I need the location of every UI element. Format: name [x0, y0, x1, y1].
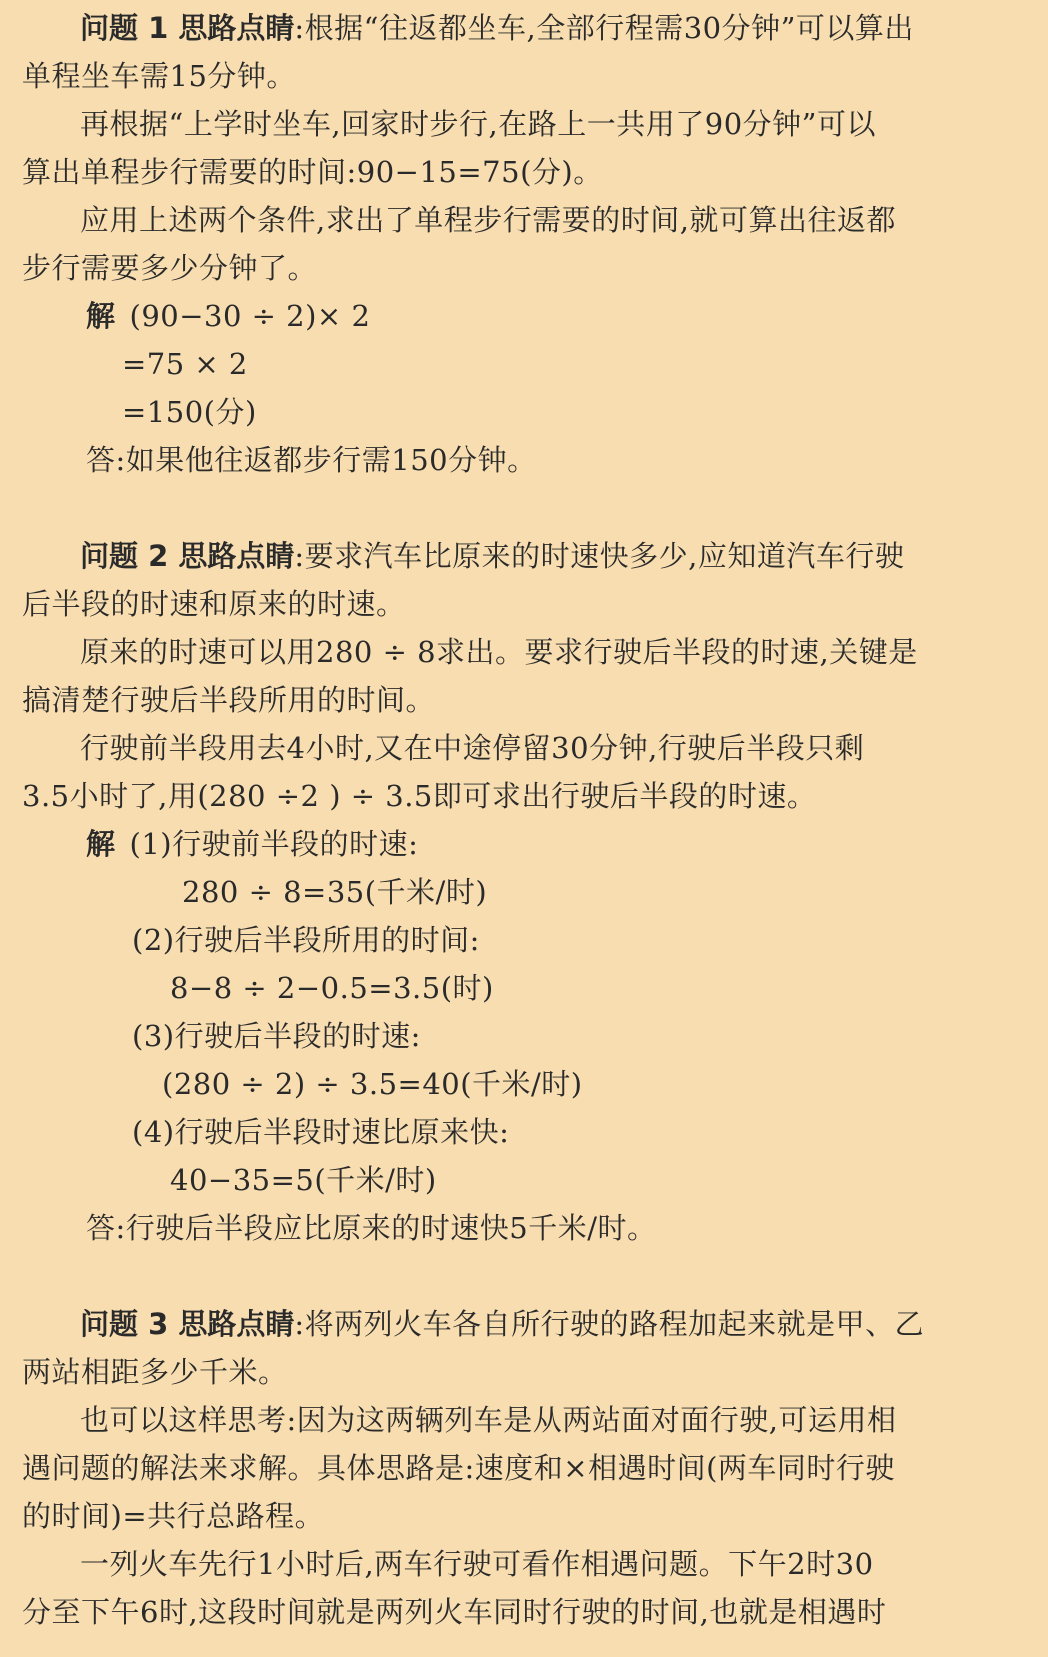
- problem3-para1-line1: [22, 1300, 1026, 1348]
- problem1-solution-label: 解: [86, 299, 116, 333]
- problem1-para1-line1: [22, 4, 1026, 52]
- problem1-para3-line1: 应用上述两个条件,求出了单程步行需要的时间,就可算出往返都: [80, 203, 896, 237]
- problem2-para3-line1: 行驶前半段用去4小时,又在中途停留30分钟,行驶后半段只剩: [80, 731, 865, 765]
- problem1-para3-line2: 步行需要多少分钟了。: [22, 251, 318, 285]
- problem2-solution-label: 解: [86, 827, 116, 861]
- problem1-equation1: (90−30 ÷ 2)× 2: [129, 299, 371, 333]
- problem2-answer: 答:行驶后半段应比原来的时速快5千米/时。: [86, 1211, 657, 1245]
- problem2-para3-line2: 3.5小时了,用(280 ÷2 ) ÷ 3.5即可求出行驶后半段的时速。: [22, 779, 817, 813]
- problem2-para2-line2: 搞清楚行驶后半段所用的时间。: [22, 683, 436, 717]
- problem3-para1-text: :将两列火车各自所行驶的路程加起来就是甲、乙: [294, 1307, 925, 1341]
- problem2-step4-equation: 40−35=5(千米/时): [170, 1163, 437, 1197]
- problem3-para3-line2: 分至下午6时,这段时间就是两列火车同时行驶的时间,也就是相遇时: [22, 1595, 887, 1629]
- problem1-para2-line1: 再根据“上学时坐车,回家时步行,在路上一共用了90分钟”可以: [80, 107, 876, 141]
- problem1-solution-line1: [22, 292, 1026, 340]
- problem2-para1-line2: 后半段的时速和原来的时速。: [22, 587, 406, 621]
- problem3-heading: 问题 3 思路点睛: [80, 1307, 295, 1341]
- problem1-equation3: =150(分): [122, 395, 257, 429]
- problem1-para2-line2: 算出单程步行需要的时间:90−15=75(分)。: [22, 155, 603, 189]
- problem2-step1-equation: 280 ÷ 8=35(千米/时): [182, 875, 488, 909]
- problem3-para1-line2: 两站相距多少千米。: [22, 1355, 288, 1389]
- problem2-step2: (2)行驶后半段所用的时间:: [132, 923, 480, 957]
- problem3-para2-line1: 也可以这样思考:因为这两辆列车是从两站面对面行驶,可运用相: [80, 1403, 897, 1437]
- problem1-equation2: =75 × 2: [122, 347, 248, 381]
- problem3-para2-line3: 的时间)=共行总路程。: [22, 1499, 325, 1533]
- problem2-heading: 问题 2 思路点睛: [80, 539, 295, 573]
- problem1-heading: 问题 1 思路点睛: [80, 11, 295, 45]
- problem2-step3-equation: (280 ÷ 2) ÷ 3.5=40(千米/时): [162, 1067, 583, 1101]
- problem1-para1-line2: 单程坐车需15分钟。: [22, 59, 296, 93]
- problem2-para2-line1: 原来的时速可以用280 ÷ 8求出。要求行驶后半段的时速,关键是: [80, 635, 918, 669]
- problem2-step4: (4)行驶后半段时速比原来快:: [132, 1115, 510, 1149]
- problem2-solution-line1: [22, 820, 1026, 868]
- section-gap: [22, 484, 1026, 532]
- section-gap: [22, 1252, 1026, 1300]
- problem2-para1-line1: [22, 532, 1026, 580]
- problem1-para1-text: :根据“往返都坐车,全部行程需30分钟”可以算出: [294, 11, 914, 45]
- problem1-answer: 答:如果他往返都步行需150分钟。: [86, 443, 537, 477]
- problem2-para1-text: :要求汽车比原来的时速快多少,应知道汽车行驶: [294, 539, 905, 573]
- problem2-step3: (3)行驶后半段的时速:: [132, 1019, 421, 1053]
- problem3-para2-line2: 遇问题的解法来求解。具体思路是:速度和×相遇时间(两车同时行驶: [22, 1451, 895, 1485]
- problem3-para3-line1: 一列火车先行1小时后,两车行驶可看作相遇问题。下午2时30: [80, 1547, 874, 1581]
- problem2-step2-equation: 8−8 ÷ 2−0.5=3.5(时): [170, 971, 494, 1005]
- problem2-step1: (1)行驶前半段的时速:: [129, 827, 419, 861]
